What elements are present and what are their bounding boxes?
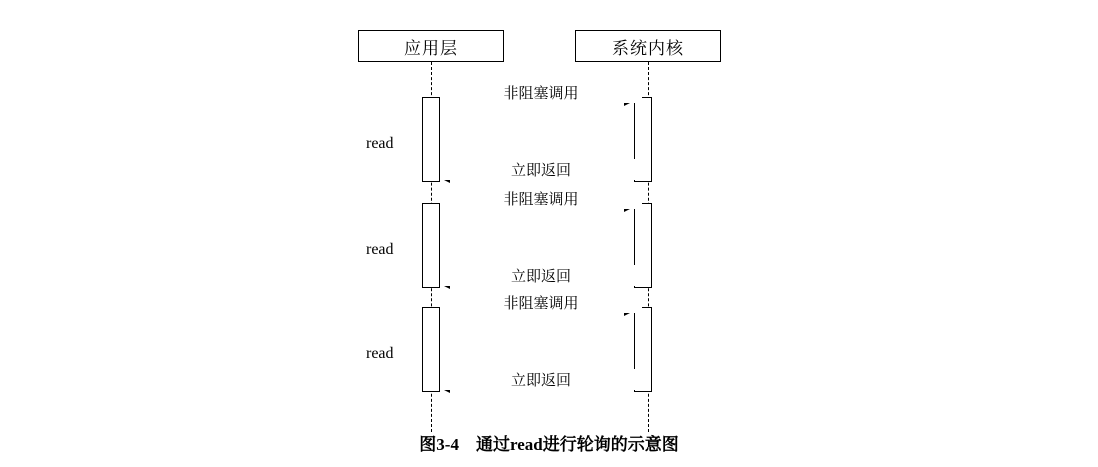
message-label-response-1: 立即返回 bbox=[440, 159, 642, 180]
actor-label: 应用层 bbox=[404, 38, 458, 58]
activation-bar-client-3 bbox=[422, 307, 440, 392]
message-label-request-3: 非阻塞调用 bbox=[440, 292, 642, 313]
message-label-response-2: 立即返回 bbox=[440, 265, 642, 286]
side-label-read-3: read bbox=[366, 345, 394, 362]
side-label-read-1: read bbox=[366, 135, 394, 152]
message-label-request-2: 非阻塞调用 bbox=[440, 188, 642, 209]
activation-bar-client-2 bbox=[422, 203, 440, 288]
actor-label: 系统内核 bbox=[612, 38, 684, 58]
actor-box-application-layer bbox=[358, 30, 504, 62]
message-label-request-1: 非阻塞调用 bbox=[440, 82, 642, 103]
side-label-read-2: read bbox=[366, 241, 394, 258]
figure-caption: 图3-4 通过read进行轮询的示意图 bbox=[419, 435, 679, 454]
message-label-response-3: 立即返回 bbox=[440, 369, 642, 390]
actor-box-system-kernel bbox=[575, 30, 721, 62]
activation-bar-client-1 bbox=[422, 97, 440, 182]
